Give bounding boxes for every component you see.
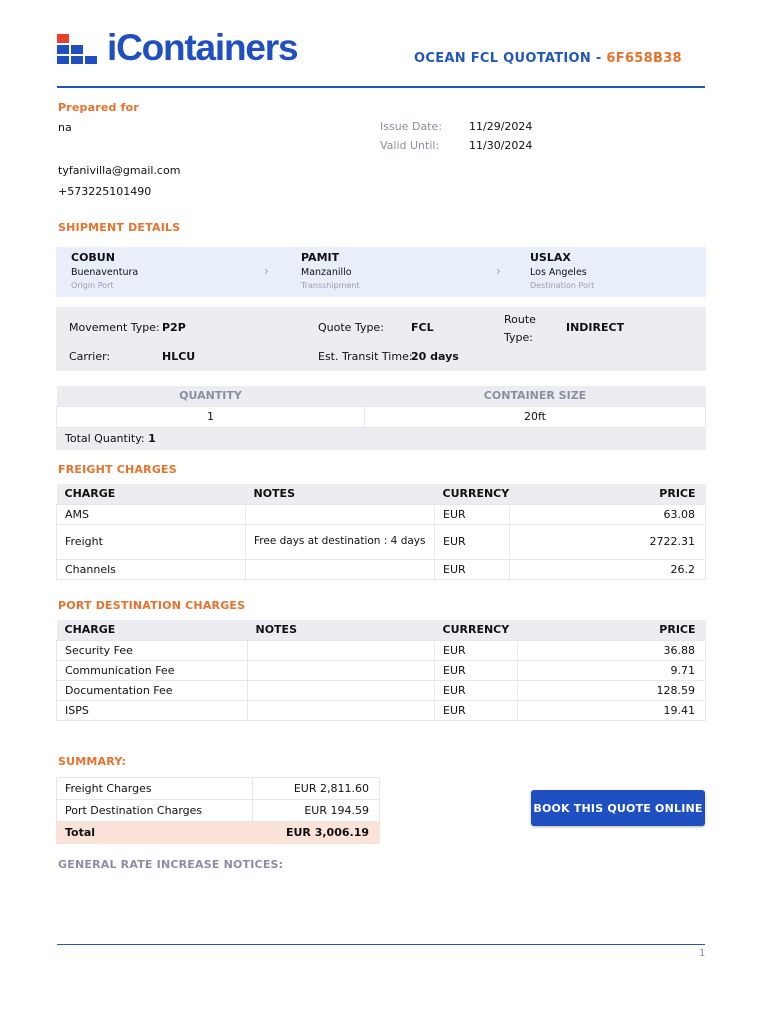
chevron-right-icon: › [264, 264, 269, 278]
table-row [57, 778, 380, 800]
destination-code: USLAX [530, 251, 571, 264]
col-price: PRICE [509, 484, 705, 504]
route-box [56, 247, 706, 297]
summary-title: SUMMARY: [58, 755, 127, 768]
col-notes: NOTES [248, 620, 435, 640]
summary-freight-value: EUR 2,811.60 [253, 778, 380, 800]
charge-notes [248, 680, 435, 700]
footer-divider [57, 944, 705, 945]
valid-until-date: 11/30/2024 [469, 139, 533, 152]
charge-name: Communication Fee [57, 660, 248, 680]
customer-phone: +573225101490 [58, 185, 152, 198]
charge-currency: EUR [435, 559, 510, 579]
prepared-for-label: Prepared for [58, 101, 140, 114]
route-type-label-1: Route [504, 313, 536, 326]
freight-charges-title: FREIGHT CHARGES [58, 463, 177, 476]
transit-label: Est. Transit Time: [318, 350, 413, 363]
quote-id: 6F658B38 [606, 51, 682, 66]
charge-currency: EUR [435, 640, 518, 660]
container-size-header: CONTAINER SIZE [365, 386, 706, 406]
transship-port [301, 251, 360, 290]
valid-until-label: Valid Until: [380, 139, 440, 152]
charge-name: AMS [57, 504, 246, 524]
charge-price: 63.08 [509, 504, 705, 524]
movement-type-label: Movement Type: [69, 321, 160, 334]
quantity-value: 1 [57, 406, 365, 427]
customer-email: tyfanivilla@gmail.com [58, 164, 181, 177]
charge-notes [248, 660, 435, 680]
destination-type: Destination Port [530, 281, 595, 290]
total-quantity-label: Total Quantity: [65, 431, 145, 445]
carrier: HLCU [162, 350, 196, 363]
col-price: PRICE [518, 620, 706, 640]
charge-currency: EUR [435, 524, 510, 559]
col-currency: CURRENCY [435, 620, 518, 640]
total-quantity-row [57, 427, 706, 449]
quote-title-prefix: OCEAN FCL QUOTATION - [414, 51, 607, 66]
page-number: 1 [699, 948, 706, 959]
freight-charges-table [56, 484, 706, 580]
charge-price: 9.71 [518, 660, 706, 680]
quote-type: FCL [411, 321, 434, 334]
col-charge: CHARGE [57, 484, 246, 504]
charge-notes [248, 640, 435, 660]
col-charge: CHARGE [57, 620, 248, 640]
brand-logo [57, 28, 297, 68]
charge-notes [246, 559, 435, 579]
quote-type-label: Quote Type: [318, 321, 384, 334]
summary-total-row [57, 822, 380, 844]
transship-code: PAMIT [301, 251, 340, 264]
origin-code: COBUN [71, 251, 115, 264]
total-quantity: 1 [148, 431, 156, 445]
quantity-header: QUANTITY [57, 386, 365, 406]
charge-currency: EUR [435, 700, 518, 720]
carrier-label: Carrier: [69, 350, 111, 363]
table-row [57, 660, 706, 680]
charge-name: Freight [57, 524, 246, 559]
quote-title [414, 51, 682, 66]
summary-freight-label: Freight Charges [57, 778, 253, 800]
port-charges-table [56, 620, 706, 721]
summary-table [56, 777, 380, 844]
charge-currency: EUR [435, 504, 510, 524]
issue-date-label: Issue Date: [380, 120, 442, 133]
summary-port-label: Port Destination Charges [57, 800, 253, 822]
customer-name: na [58, 121, 72, 134]
rate-increase-notices-title: GENERAL RATE INCREASE NOTICES: [58, 858, 284, 871]
charge-name: Security Fee [57, 640, 248, 660]
charge-name: ISPS [57, 700, 248, 720]
charge-notes [246, 504, 435, 524]
table-row [57, 524, 706, 559]
charge-price: 26.2 [509, 559, 705, 579]
movement-box [56, 307, 706, 371]
charge-price: 2722.31 [509, 524, 705, 559]
charge-notes [248, 700, 435, 720]
shipment-details-title: SHIPMENT DETAILS [58, 221, 181, 234]
book-quote-button[interactable]: BOOK THIS QUOTE ONLINE [531, 790, 705, 826]
chevron-right-icon: › [496, 264, 501, 278]
route-type: INDIRECT [566, 321, 625, 334]
table-row [57, 640, 706, 660]
origin-port [71, 251, 138, 290]
table-row [57, 700, 706, 720]
origin-city: Buenaventura [71, 267, 139, 278]
charge-name: Documentation Fee [57, 680, 248, 700]
issue-date: 11/29/2024 [469, 120, 533, 133]
charge-price: 36.88 [518, 640, 706, 660]
table-row [57, 680, 706, 700]
header-divider [57, 86, 705, 88]
destination-city: Los Angeles [530, 267, 587, 278]
summary-total-label: Total [57, 822, 253, 844]
summary-port-value: EUR 194.59 [253, 800, 380, 822]
table-row [57, 559, 706, 579]
destination-port [530, 251, 594, 290]
container-stack-icon [57, 32, 105, 64]
route-type-label-2: Type: [504, 331, 533, 344]
summary-total-value: EUR 3,006.19 [253, 822, 380, 844]
col-notes: NOTES [246, 484, 435, 504]
container-size-value: 20ft [365, 406, 706, 427]
charge-currency: EUR [435, 680, 518, 700]
transship-type: Transshipment [301, 281, 360, 290]
port-charges-title: PORT DESTINATION CHARGES [58, 599, 246, 612]
movement-type: P2P [162, 321, 186, 334]
origin-type: Origin Port [71, 281, 114, 290]
transit-time: 20 days [411, 350, 459, 363]
charge-name: Channels [57, 559, 246, 579]
charge-price: 19.41 [518, 700, 706, 720]
col-currency: CURRENCY [435, 484, 510, 504]
table-row [57, 504, 706, 524]
charge-notes: Free days at destination : 4 days [246, 524, 435, 559]
charge-currency: EUR [435, 660, 518, 680]
table-row [57, 800, 380, 822]
charge-price: 128.59 [518, 680, 706, 700]
quantity-table [56, 386, 706, 450]
brand-name: iContainers [107, 27, 298, 68]
transship-city: Manzanillo [301, 267, 352, 278]
